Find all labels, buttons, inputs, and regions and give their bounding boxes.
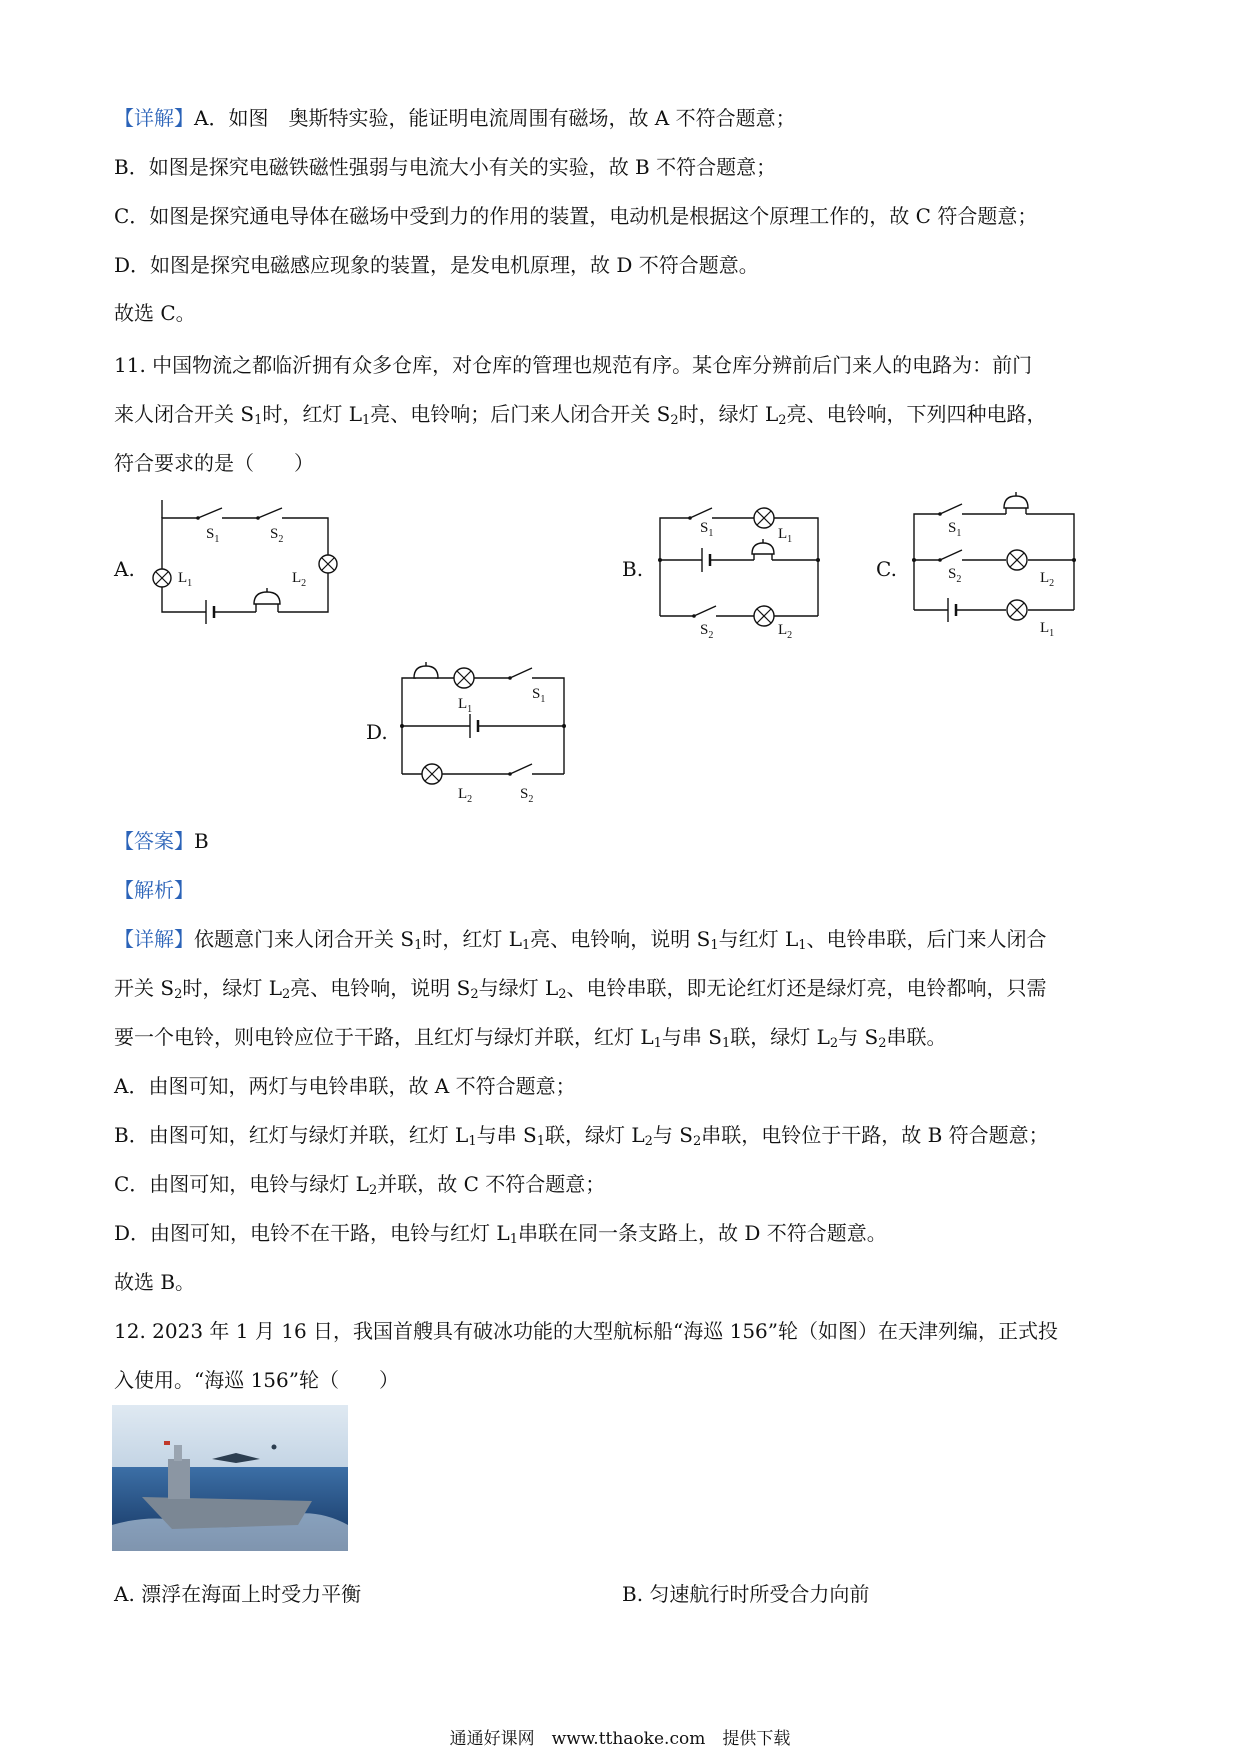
detail-b: B．由图可知，红灯与绿灯并联，红灯 $L_1$与串 $S_1$联，绿灯 $L_2$与 $S_2$串联，电铃位于干路，故 B 符合题意； xyxy=(114,1123,1049,1149)
detail-a: A．由图可知，两灯与电铃串联，故 A 不符合题意； xyxy=(114,1074,576,1098)
page-footer: 通通好课网 www.tthaoke.com 提供下载 xyxy=(449,1729,791,1749)
s2-label: $S_2$ xyxy=(948,566,962,585)
option-b-label: B. xyxy=(622,557,644,581)
detail-tag: 【详解】 xyxy=(114,106,194,130)
choose-b-line: 故选 B。 xyxy=(114,1270,196,1294)
s2-label: $S_2$ xyxy=(270,526,284,545)
s1-label: $S_1$ xyxy=(532,686,546,705)
l2-label: $L_2$ xyxy=(458,786,473,805)
bell-icon xyxy=(1004,492,1028,508)
s1-label: $S_1$ xyxy=(206,526,220,545)
detail-p1: 【详解】依题意门来人闭合开关 $S_1$时，红灯 $L_1$亮、电铃响，说明 $S_1$与红灯 $L_1$、电铃串联，后门来人闭合 xyxy=(114,927,1047,953)
detail-p2: 开关 $S_2$时，绿灯 $L_2$亮、电铃响，说明 $S_2$与绿灯 $L_2$、电铃串联，即无论红灯还是绿灯亮，电铃都响，只需 xyxy=(114,976,1047,1002)
s1-label: $S_1$ xyxy=(948,520,962,539)
lamp-l2-icon xyxy=(754,606,774,626)
l1-label: $L_1$ xyxy=(178,570,193,589)
l1-label: $L_1$ xyxy=(1040,620,1055,639)
l1-label: $L_1$ xyxy=(458,696,473,715)
bell-icon xyxy=(254,588,280,604)
explain-a-text: A．如图 奥斯特实验，能证明电流周围有磁场，故 A 不符合题意； xyxy=(194,106,796,130)
bell-icon xyxy=(414,662,438,678)
ship-photo xyxy=(112,1405,348,1551)
circuit-b-diagram xyxy=(650,498,830,638)
detail-d: D．由图可知，电铃不在干路，电铃与红灯 $L_1$串联在同一条支路上，故 D 不符合题意。 xyxy=(114,1221,887,1247)
q12-option-a: A. 漂浮在海面上时受力平衡 xyxy=(114,1582,362,1606)
switch-s2-blade xyxy=(258,508,282,518)
answer-line xyxy=(114,826,209,856)
bell-icon xyxy=(752,539,774,554)
choose-c-line: 故选 C。 xyxy=(114,301,196,325)
lamp-l1-icon xyxy=(454,668,474,688)
circuit-d-diagram xyxy=(392,656,572,806)
s2-label: $S_2$ xyxy=(700,622,714,638)
q11-line3: 符合要求的是（ ） xyxy=(114,451,314,475)
s2-label: $S_2$ xyxy=(520,786,534,805)
lamp-l1-icon xyxy=(1007,600,1027,620)
option-d-label: D. xyxy=(366,720,388,744)
l2-label: $L_2$ xyxy=(1040,570,1055,589)
explain-line-c: C．如图是探究通电导体在磁场中受到力的作用的装置，电动机是根据这个原理工作的，故 C 符合题意； xyxy=(114,204,1038,228)
option-a-label: A. xyxy=(114,557,135,581)
option-c-label: C. xyxy=(876,557,897,581)
q11-line2: 来人闭合开关 $S_1$时，红灯 $L_1$亮、电铃响；后门来人闭合开关 $S_2$时，绿灯 $L_2$亮、电铃响，下列四种电路， xyxy=(114,402,1047,428)
circuit-a-diagram xyxy=(140,500,360,630)
lamp-l1-icon xyxy=(754,508,774,528)
q12-line2: 入使用。“海巡 156”轮（ ） xyxy=(114,1368,399,1392)
lamp-l1-icon xyxy=(153,569,171,587)
q11-line1: 11. 中国物流之都临沂拥有众多仓库，对仓库的管理也规范有序。某仓库分辨前后门来人的电路为：前门 xyxy=(114,353,1033,377)
lamp-l2-icon xyxy=(1007,550,1027,570)
lamp-l2-icon xyxy=(422,764,442,784)
s1-label: $S_1$ xyxy=(700,520,714,539)
l2-label: $L_2$ xyxy=(292,570,307,589)
explain-line-d: D．如图是探究电磁感应现象的装置，是发电机原理，故 D 不符合题意。 xyxy=(114,253,759,277)
l1-label: $L_1$ xyxy=(778,526,793,545)
detail-p3: 要一个电铃，则电铃应位于干路，且红灯与绿灯并联，红灯 $L_1$与串 $S_1$联，绿灯 $L_2$与 $S_2$串联。 xyxy=(114,1025,947,1051)
switch-s1-blade xyxy=(198,508,222,518)
q12-line1: 12. 2023 年 1 月 16 日，我国首艘具有破冰功能的大型航标船“海巡 156”轮（如图）在天津列编，正式投 xyxy=(114,1319,1059,1343)
q12-option-b: B. 匀速航行时所受合力向前 xyxy=(622,1582,870,1606)
detail-c: C．由图可知，电铃与绿灯 $L_2$并联，故 C 不符合题意； xyxy=(114,1172,606,1198)
answer-value: B xyxy=(194,829,209,853)
answer-tag: 【答案】 xyxy=(114,829,194,853)
l2-label: $L_2$ xyxy=(778,622,793,638)
explain-line-b: B．如图是探究电磁铁磁性强弱与电流大小有关的实验，故 B 不符合题意； xyxy=(114,155,777,179)
circuit-c-diagram xyxy=(904,490,1094,640)
lamp-l2-icon xyxy=(319,555,337,573)
explain-line-a xyxy=(114,103,796,133)
analysis-tag: 【解析】 xyxy=(114,878,194,902)
